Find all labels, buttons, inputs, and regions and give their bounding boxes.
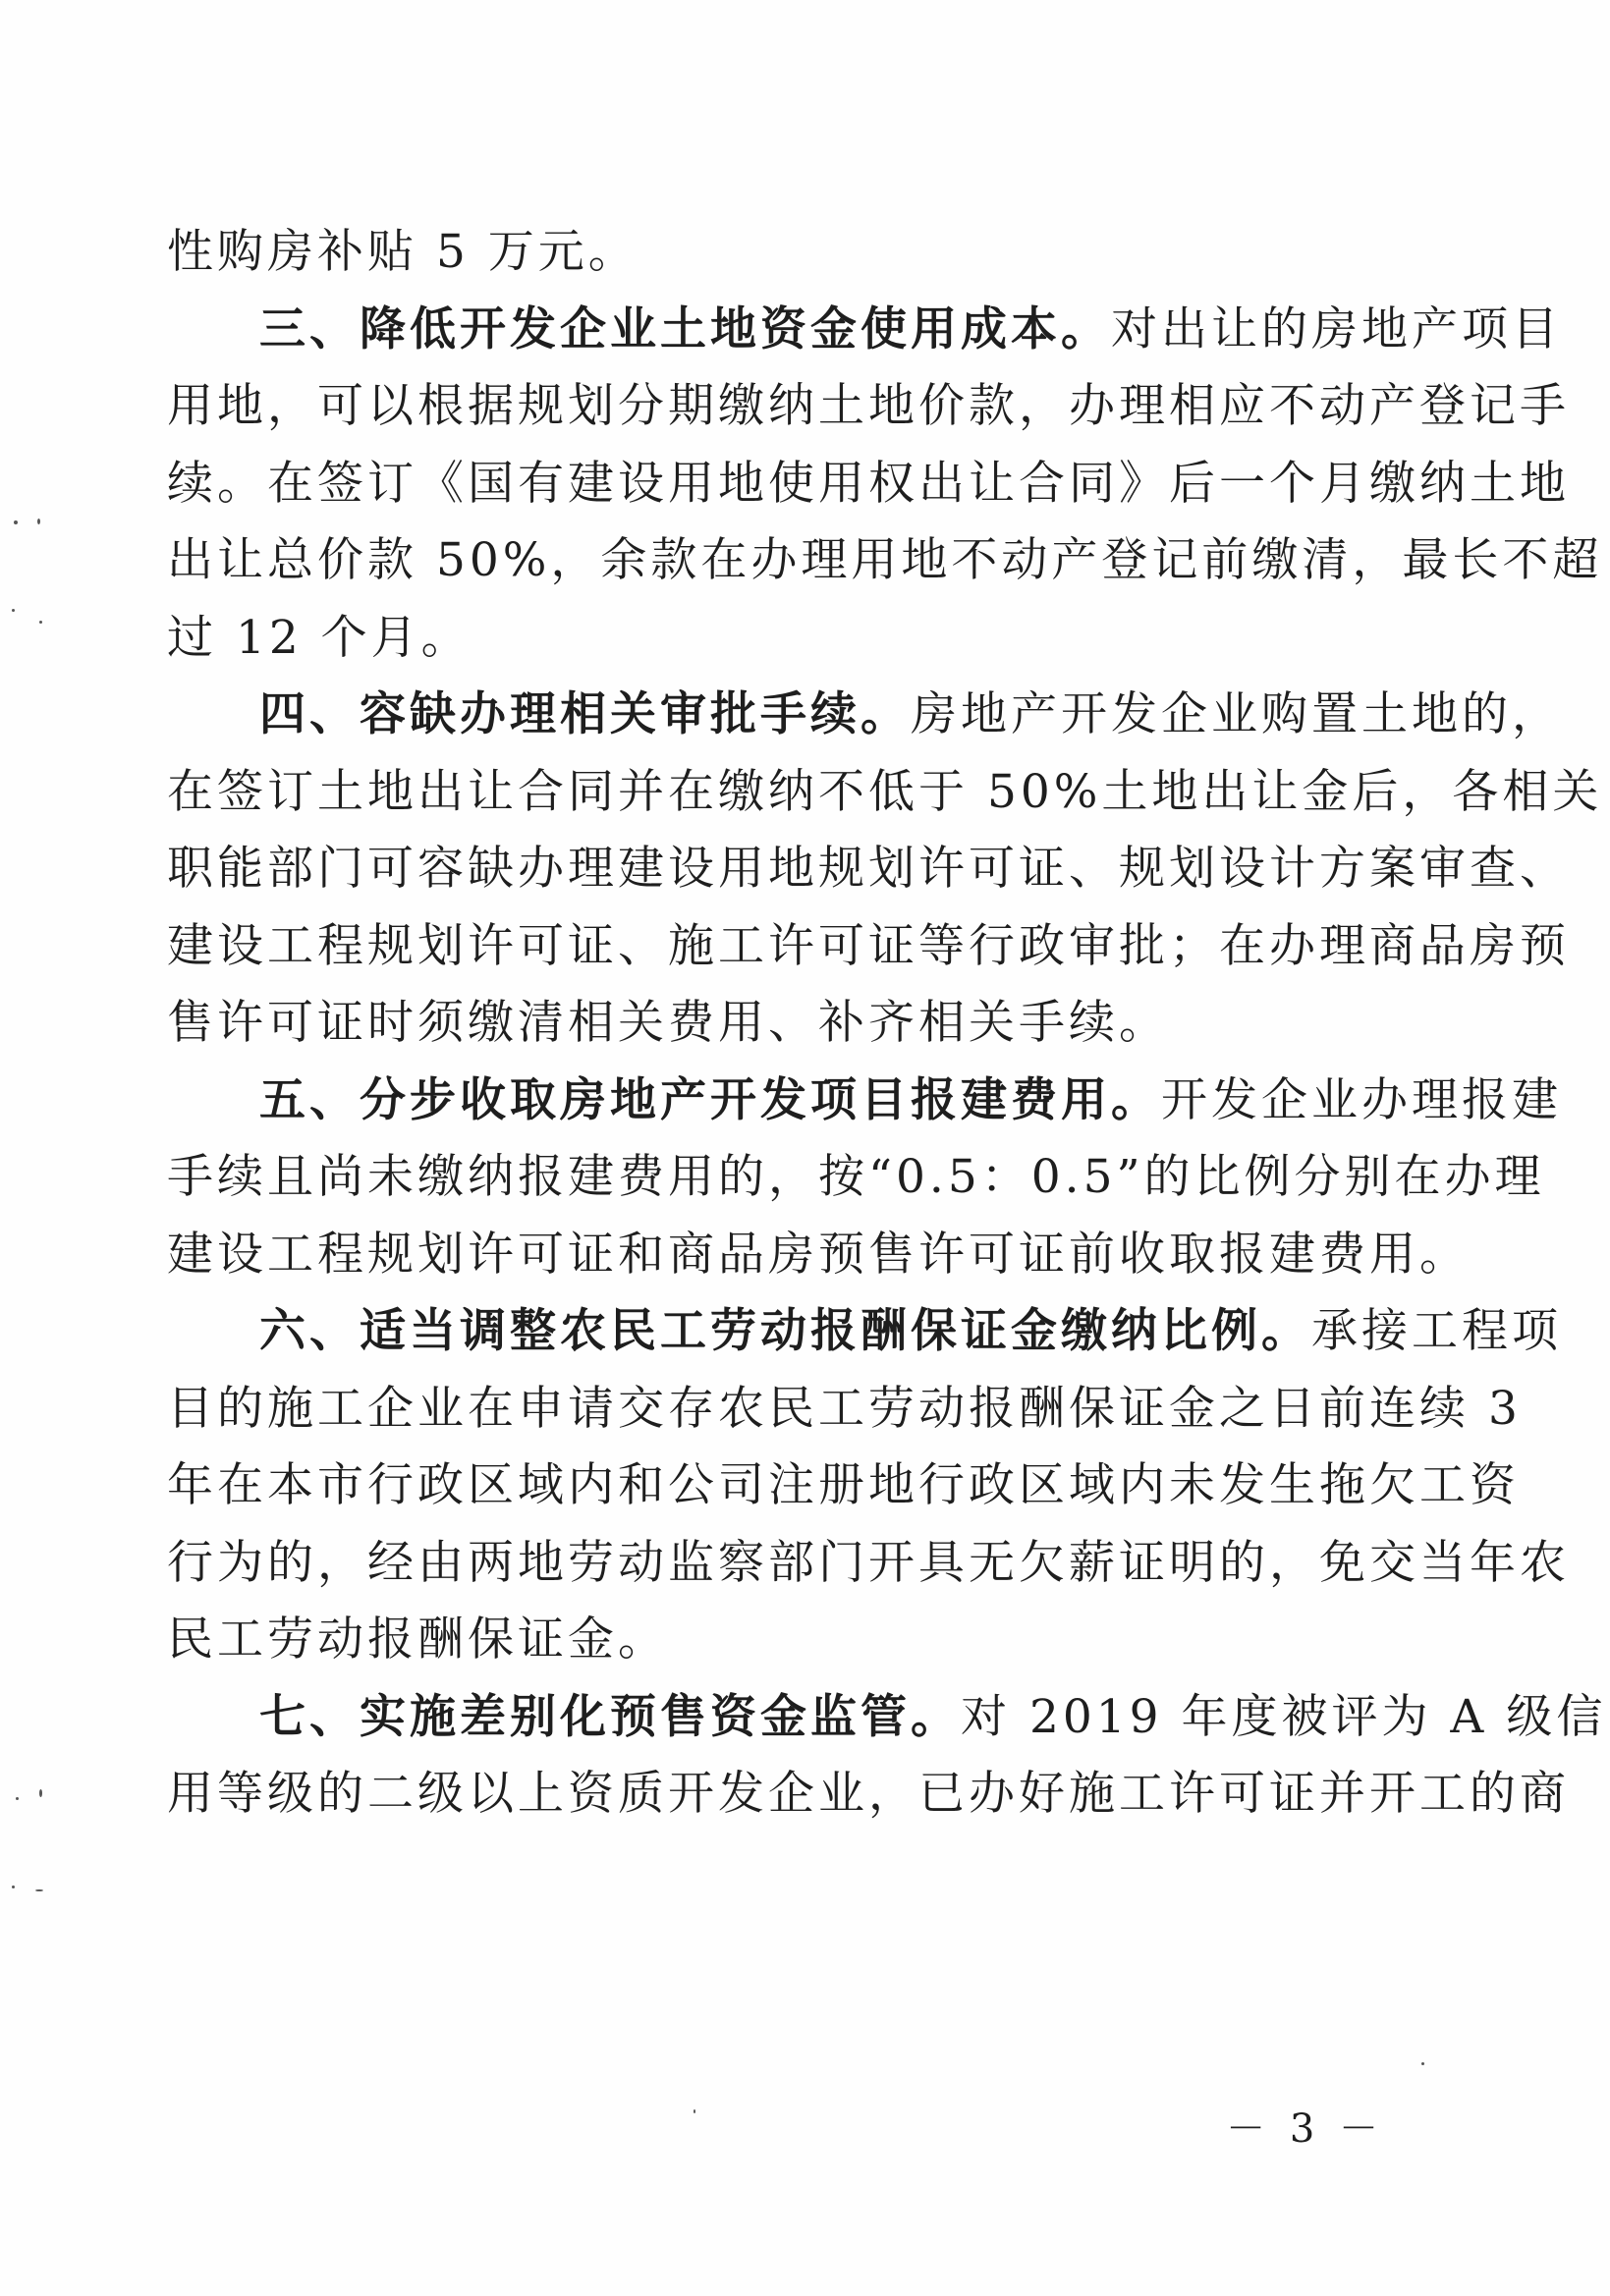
line-text: 出让总价款 50%，余款在办理用地不动产登记前缴清，最长不超 (167, 533, 1603, 587)
text-line (167, 1602, 1375, 1679)
line-text: 承接工程项 (1311, 1304, 1562, 1358)
line-text: 目的施工企业在申请交存农民工劳动报酬保证金之日前连续 3 (167, 1381, 1522, 1436)
text-line (167, 908, 1570, 986)
scan-speck (14, 520, 18, 524)
text-line (167, 214, 1375, 292)
text-line (167, 600, 1375, 678)
section-heading-line (167, 677, 1562, 754)
line-heading: 七、实施差别化预售资金监管。 (259, 1689, 961, 1744)
text-line (167, 1217, 1470, 1294)
line-heading: 四、容缺办理相关审批手续。 (259, 687, 911, 741)
line-text: 年在本市行政区域内和公司注册地行政区域内未发生拖欠工资 (167, 1458, 1520, 1512)
text-line (167, 446, 1570, 523)
scan-speck (1421, 2062, 1424, 2065)
line-heading: 三、降低开发企业土地资金使用成本。 (259, 301, 1111, 356)
section-heading-line (167, 1063, 1562, 1140)
line-text: 建设工程规划许可证、施工许可证等行政审批；在办理商品房预 (167, 918, 1570, 973)
line-text: 手续且尚未缴纳报建费用的，按“0.5：0.5”的比例分别在办理 (167, 1150, 1545, 1204)
section-heading-line (167, 1679, 1607, 1757)
section-heading-line (167, 292, 1562, 369)
line-heading: 五、分步收取房地产开发项目报建费用。 (259, 1072, 1161, 1127)
text-line (167, 831, 1570, 908)
line-text: 用等级的二级以上资质开发企业，已办好施工许可证并开工的商 (167, 1767, 1570, 1821)
text-line (167, 1756, 1570, 1833)
line-text: 开发企业办理报建 (1161, 1072, 1562, 1127)
text-line (167, 1371, 1522, 1449)
scan-speck (37, 519, 40, 524)
line-text: 性购房补贴 5 万元。 (167, 225, 638, 279)
scan-speck (16, 1797, 19, 1800)
line-text: 职能部门可容缺办理建设用地规划许可证、规划设计方案审查、 (167, 842, 1570, 896)
line-text: 对出让的房地产项目 (1111, 301, 1562, 356)
text-line (167, 522, 1603, 600)
scan-speck (39, 1789, 42, 1797)
text-line (167, 1139, 1545, 1217)
text-line (167, 1448, 1520, 1525)
line-text: 用地，可以根据规划分期缴纳土地价款，办理相应不动产登记手 (167, 379, 1570, 433)
line-text: 售许可证时须缴清相关费用、补齐相关手续。 (167, 996, 1169, 1050)
scan-speck (694, 2109, 695, 2113)
line-text: 行为的，经由两地劳动监察部门开具无欠薪证明的，免交当年农 (167, 1535, 1570, 1590)
line-text: 民工劳动报酬保证金。 (167, 1613, 668, 1667)
scan-speck (12, 609, 15, 612)
page-number: － 3 － (1226, 2106, 1384, 2152)
line-text: 在签订土地出让合同并在缴纳不低于 50%土地出让金后，各相关 (167, 764, 1603, 819)
line-text: 对 2019 年度被评为 A 级信 (961, 1689, 1607, 1744)
text-line (167, 985, 1375, 1063)
scan-speck (39, 621, 42, 624)
document-body (167, 214, 1607, 1833)
text-line (167, 368, 1570, 446)
line-text: 续。在签订《国有建设用地使用权出让合同》后一个月缴纳土地 (167, 456, 1570, 511)
text-line (167, 754, 1603, 832)
line-heading: 六、适当调整农民工劳动报酬保证金缴纳比例。 (259, 1304, 1311, 1358)
text-line (167, 1525, 1570, 1603)
section-heading-line (167, 1293, 1562, 1371)
line-text: 过 12 个月。 (167, 610, 472, 665)
line-text: 房地产开发企业购置土地的， (911, 687, 1562, 741)
scan-speck (35, 1889, 43, 1891)
scan-speck (12, 1886, 15, 1888)
line-text: 建设工程规划许可证和商品房预售许可证前收取报建费用。 (167, 1227, 1470, 1282)
